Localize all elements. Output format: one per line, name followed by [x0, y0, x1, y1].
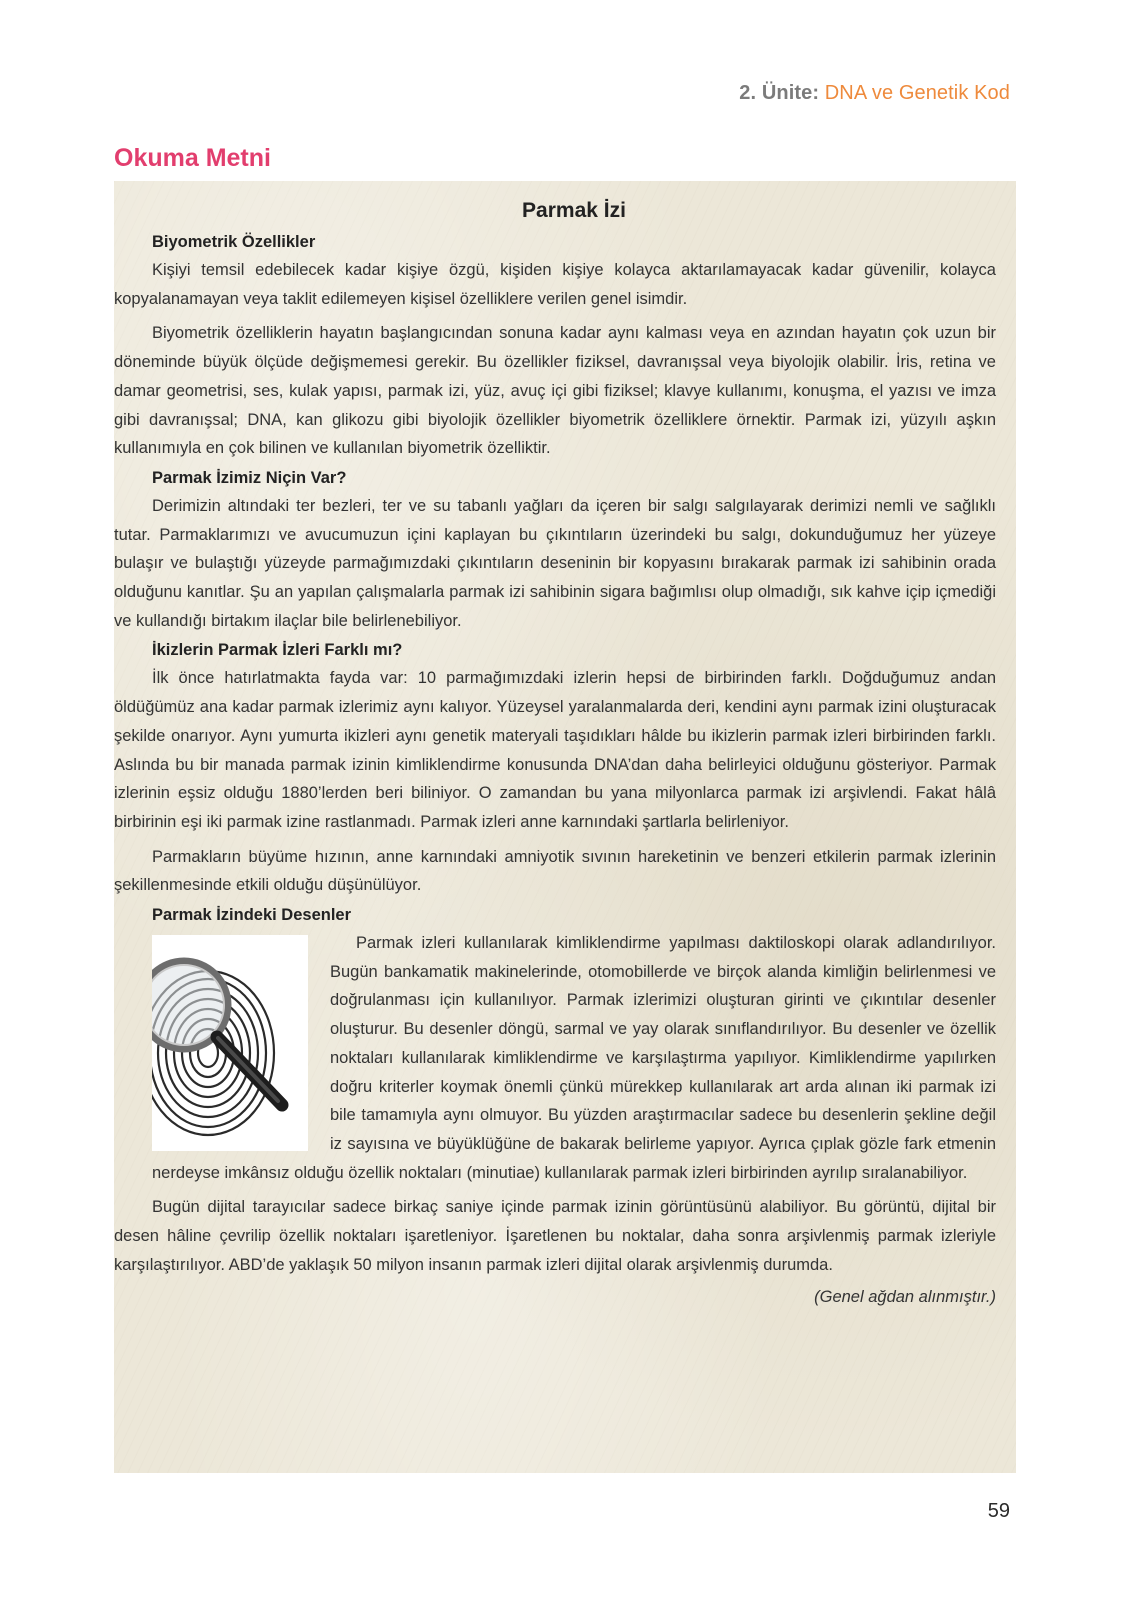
section-heading-patterns: Parmak İzindeki Desenler — [152, 906, 352, 925]
section-heading-why-fingerprint: Parmak İzimiz Niçin Var? — [152, 468, 347, 487]
source-citation: (Genel ağdan alınmıştır.) — [814, 1287, 996, 1306]
article-title: Parmak İzi — [522, 199, 626, 222]
fingerprint-magnifier-icon — [152, 935, 308, 1151]
paragraph: Biyometrik özelliklerin hayatın başlangıcından sonuna kadar aynı kalması veya en azından hayatın çok uzun bir döneminde büyük ölçüde değişmemesi gerekir. Bu özellikler fiziksel, davranışsal veya biyolojik olabilir. İris, retina ve damar geometrisi, ses, kulak yapısı, parmak izi, yüz, avuç içi gibi fiziksel; klavye kullanımı, konuşma, el yazısı ve imza gibi davranışsal; DNA, kan glikozu gibi biyolojik özellikler biyometrik özelliklere örnektir. Parmak izi, yüzyılı aşkın kullanımıyla en çok bilinen ve kullanılan biyometrik özelliktir. — [114, 324, 996, 458]
section-title: Okuma Metni — [114, 144, 271, 172]
paragraph: Bugün dijital tarayıcılar sadece birkaç saniye içinde parmak izinin görüntüsünü alabiliyor. Bu görüntü, dijital bir desen hâline çevrilip özellik noktaları işaretleniyor. İşaretlenen bu noktalar, daha sonra arşivlenmiş parmak izleriyle karşılaştırılıyor. ABD’de yaklaşık 50 milyon insanın parmak izleri dijital olarak arşivlenmiş durumda. — [114, 1198, 996, 1274]
reading-box — [114, 181, 1016, 1473]
page-number: 59 — [987, 1500, 1010, 1522]
paragraph: Parmak izleri kullanılarak kimliklendirme yapılması daktiloskopi olarak adlandırılıyor. Bugün bankamatik makinelerinde, otomobillerde ve birçok alanda kimliğin belirlenmesi ve doğrulanması için kullanılıyor. Parmak izlerimizi oluşturan girinti ve çıkıntılar desenler oluşturur. Bu desenler döngü, sarmal ve yay olarak sınıflandırılıyor. Bu desenler ve özellik noktaları kullanılarak kimliklendirme ve karşılaştırma yapılıyor. Kimliklendirme yapılırken doğru kriterler koymak önemli çünkü mürekkep kullanılarak art arda alınan iki parmak izi bile tamamıyla aynı olmuyor. Bu yüzden araştırmacılar sadece bu desenlerin şekline değil iz sayısına ve büyüklüğüne de bakarak belirleme yapıyor. Ayrıca çıplak gözle fark etmenin nerdeyse imkânsız olduğu özellik noktaları (minutiae) kullanılarak parmak izleri birbirinden ayrılıp sıralanabiliyor. — [152, 934, 996, 1182]
unit-header — [739, 82, 1010, 105]
unit-name: DNA ve Genetik Kod — [824, 82, 1010, 104]
paragraph: İlk önce hatırlatmakta fayda var: 10 parmağımızdaki izlerin hepsi de birbirinden farklı. Doğduğumuz andan öldüğümüz ana kadar parmak izlerimiz aynı kalıyor. Yüzeysel yaralanmalarda deri, kendini aynı parmak izini oluşturacak şekilde onarıyor. Aynı yumurta ikizleri aynı genetik materyali taşıdıkları hâlde bu ikizlerin parmak izleri birbirinden farklı. Aslında bu bir manada parmak izinin kimliklendirme konusunda DNA’dan daha belirleyici olduğunu gösteriyor. Parmak izlerinin eşsiz olduğu 1880’lerden beri biliniyor. O zamandan bu yana milyonlarca parmak izi arşivlendi. Fakat hâlâ birbirinin eşi iki parmak izine rastlanmadı. Parmak izleri anne karnındaki şartlarla belirleniyor. — [114, 669, 996, 831]
paragraph: Kişiyi temsil edebilecek kadar kişiye özgü, kişiden kişiye kolayca aktarılamayacak kadar güvenilir, kolayca kopyalanamayan veya taklit edilemeyen kişisel özelliklere verilen genel isimdir. — [114, 261, 996, 308]
unit-number: 2. Ünite: — [739, 82, 820, 104]
paragraph: Parmakların büyüme hızının, anne karnındaki amniyotik sıvının hareketinin ve benzeri etkilerin parmak izlerinin şekillenmesinde etkili olduğu düşünülüyor. — [114, 847, 996, 895]
figure-row — [152, 929, 996, 1193]
paragraph: Derimizin altındaki ter bezleri, ter ve su tabanlı yağları da içeren bir salgı salgılayarak derimizi nemli ve sağlıklı tutar. Parmaklarımızı ve avucumuzun içini kaplayan bu çıkıntıların üzerindeki bu salgı, dokunduğumuz her yüzeye bulaşır ve bulaştığı yüzeyde parmağımızdaki çıkıntıların deseninin bir kopyasını bırakarak parmak izi sahibinin orada olduğunu kanıtlar. Şu an yapılan çalışmalarla parmak izi sahibinin sigara bağımlısı olup olmadığı, sık kahve içip içmediği ve kullandığı birtakım ilaçlar bile belirlenebiliyor. — [114, 496, 996, 630]
section-heading-twins: İkizlerin Parmak İzleri Farklı mı? — [152, 641, 403, 660]
section-heading-biometrics: Biyometrik Özellikler — [152, 233, 316, 251]
